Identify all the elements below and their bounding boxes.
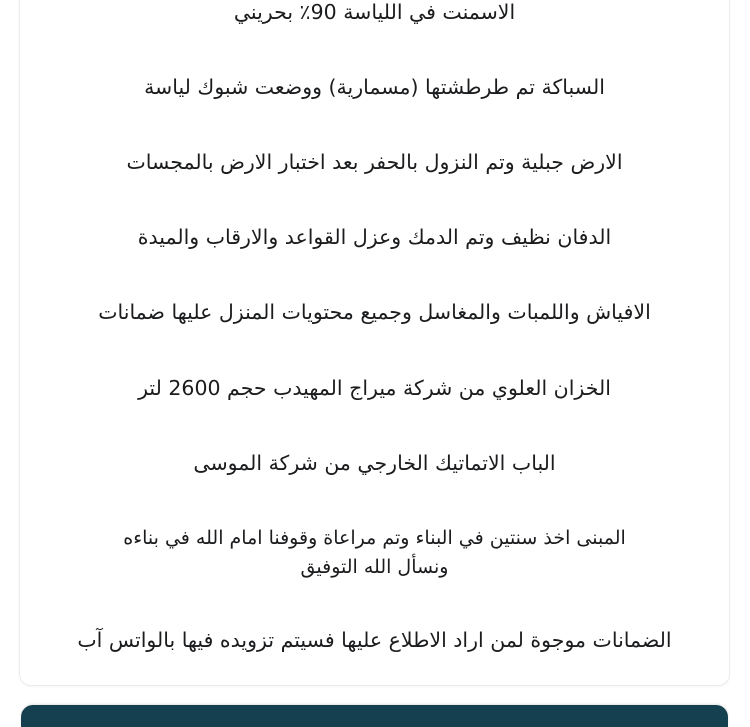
- spec-line-build-duration: المبنى اخذ سنتين في البناء وتم مراعاة وقوفنا امام الله في بناءه ونسأل الله التوفيق: [123, 526, 626, 578]
- spec-line-ground: الارض جبلية وتم النزول بالحفر بعد اختبار الارض بالمجسات: [126, 150, 623, 175]
- spec-line-warranties: الضمانات موجوة لمن اراد الاطلاع عليها فسيتم تزويده فيها بالواتس آب: [77, 627, 672, 652]
- spec-line-water-tank: الخزان العلوي من شركة ميراج المهيدب حجم 2600 لتر: [138, 375, 611, 400]
- spec-line-automatic-door: الباب الاتماتيك الخارجي من شركة الموسى: [193, 450, 556, 475]
- bottom-action-bar[interactable]: [21, 705, 728, 727]
- spec-line-plumbing: السباكة تم طرطشتها (مسمارية) ووضعت شبوك لياسة: [144, 75, 605, 100]
- spec-line-backfill: الدفان نظيف وتم الدمك وعزل القواعد والارقاب والميدة: [137, 225, 612, 250]
- property-details-card: [19, 0, 730, 686]
- spec-line-cement: الاسمنت في اللياسة 90٪ بحريني: [233, 0, 516, 24]
- spec-line-fixtures: الافياش واللمبات والمغاسل وجميع محتويات المنزل عليها ضمانات: [98, 300, 651, 325]
- card-body: [42, 0, 707, 655]
